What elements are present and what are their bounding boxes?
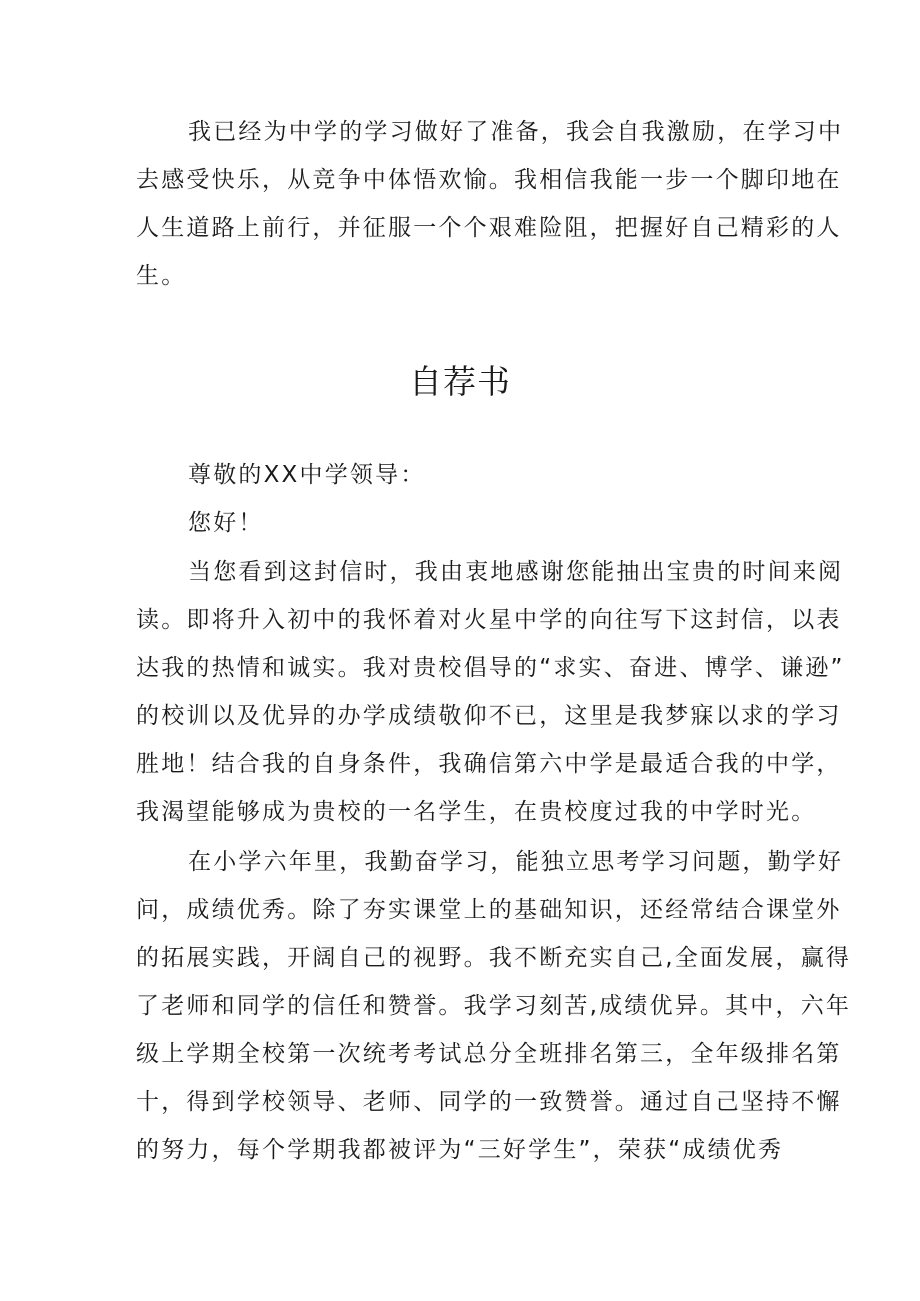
paragraph-line: 达我的热情和诚实。我对贵校倡导的“求实、奋进、博学、谦逊” [136,655,845,681]
paragraph-line: 胜地！结合我的自身条件，我确信第六中学是最适合我的中学， [136,751,842,777]
paragraph-line: 人生道路上前行，并征服一个个艰难险阻，把握好自己精彩的人 [136,215,842,241]
paragraph-line: 生。 [136,263,187,289]
paragraph-line: 级上学期全校第一次统考考试总分全班排名第三，全年级排名第 [136,1041,842,1067]
paragraph-line: 了老师和同学的信任和赞誉。我学习刻苦,成绩优异。其中，六年 [136,993,852,1019]
paragraph-line: 当您看到这封信时，我由衷地感谢您能抽出宝贵的时间来阅 [188,559,844,585]
salutation: 尊敬的XX中学领导： [188,462,426,488]
paragraph-line: 的拓展实践，开阔自己的视野。我不断充实自己,全面发展，赢得 [136,945,852,971]
paragraph-line: 问，成绩优秀。除了夯实课堂上的基础知识，还经常结合课堂外 [136,897,842,923]
paragraph-line: 的努力，每个学期我都被评为“三好学生”，荣获“成绩优秀 [136,1137,784,1163]
greeting: 您好！ [188,510,264,536]
paragraph-line: 在小学六年里，我勤奋学习，能独立思考学习问题，勤学好 [188,849,844,875]
page-title: 自荐书 [409,362,511,401]
paragraph-line: 我已经为中学的学习做好了准备，我会自我激励，在学习中 [188,119,844,145]
paragraph-line: 我渴望能够成为贵校的一名学生，在贵校度过我的中学时光。 [136,799,817,825]
paragraph-line: 去感受快乐，从竞争中体悟欢愉。我相信我能一步一个脚印地在 [136,167,842,193]
paragraph-line: 读。即将升入初中的我怀着对火星中学的向往写下这封信，以表 [136,607,842,633]
paragraph-line: 的校训以及优异的办学成绩敬仰不已，这里是我梦寐以求的学习 [136,703,842,729]
paragraph-line: 十，得到学校领导、老师、同学的一致赞誉。通过自己坚持不懈 [136,1089,842,1115]
